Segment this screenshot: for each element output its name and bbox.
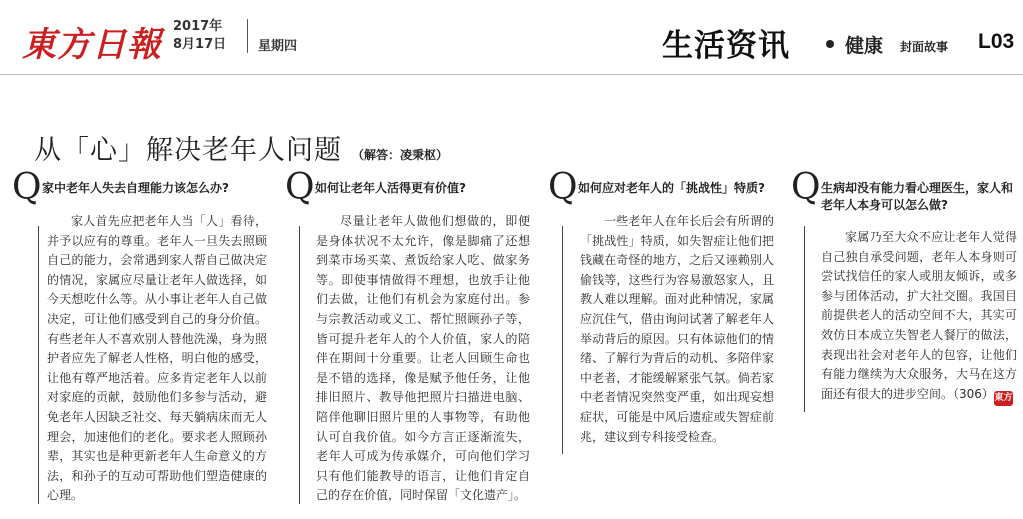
column-rule — [299, 226, 300, 504]
date-divider — [247, 19, 248, 53]
section-bullet — [826, 40, 834, 48]
q-mark: Q — [12, 167, 42, 208]
newspaper-logo: 東方日報 — [22, 25, 162, 65]
issue-date — [173, 18, 226, 54]
article-byline: （解答：凌秉枢） — [352, 148, 449, 162]
answer-text: 家人首先应把老年人当「人」看待，并予以应有的尊重。老年人一旦失去照顾自己的能力，会常遇到家人帮自己做决定的情况，家属应尽量让老年人做选择，如今天想吃什么等。从小事让老年人自己做决定，可让他们感受到自己的身分价值。有些老年人不喜欢别人替他洗澡，身为照护者应先了解老人性格，明白他的感受，让他有尊严地活着。应多肯定老年人以前对家庭的贡献，鼓励他们多参与活动，避免老年人因缺乏社交、每天躺病床而无人理会，加速他们的老化。要求老人照顾孙辈，其实也是种更新老年人生命意义的方法，和孙子的互动可帮助他们塑造健康的心理。 — [47, 214, 267, 503]
column-rule — [562, 226, 563, 454]
answer-text: 家属乃至大众不应让老年人觉得自己独自承受问题，老年人本身则可尝试找信任的家人或朋友倾诉，或多参与团体活动，扩大社交圈。我国目前提供老人的活动空间不大，其实可效仿日本成立失智老人餐厅的做法，表现出社会对老年人的包容，让他们有能力继续为大众服务，大马在这方面还有很大的进步空间。（306） — [821, 230, 1017, 401]
article-title: 从「心」解决老年人问题 — [34, 135, 342, 166]
section-tag: 封面故事 — [900, 40, 949, 54]
newspaper-stamp-icon: 東方 — [994, 391, 1013, 406]
question-text: 如何让老年人活得更有价值? — [315, 181, 466, 195]
subsection-title: 健康 — [845, 35, 884, 57]
answer-text: 一些老年人在年长后会有所谓的「挑战性」特质，如失智症让他们把钱藏在奇怪的地方，之后又诬赖别人偷钱等，这些行为容易激怒家人，且教人难以理解。面对此种情况，家属应沉住气，借由询问试著了解老年人举动背后的原因。只有体谅他们的情绪、了解行为背后的动机、多陪伴家中老者，才能缓解紧张气氛。倘若家中老者情况突然变严重，如出现妄想症状，可能是中风后遗症或失智症前兆，建议到专科接受检查。 — [580, 214, 774, 444]
section-title: 生活资讯 — [662, 28, 790, 64]
q-mark: Q — [791, 167, 821, 208]
question-text: 如何应对老年人的「挑战性」特质? — [578, 181, 765, 195]
masthead — [0, 0, 1023, 75]
answer-text: 尽量让老年人做他们想做的，即便是身体状况不太允许，像是脚痛了还想到菜市场买菜、煮饭给家人吃、做家务等。即使事情做得不理想，也放手让他们去做，让他们有机会为家庭付出。参与宗教活动或义工、帮忙照顾孙子等，皆可提升老年人的个人价值，家人的陪伴在期间十分重要。让老人回顾生命也是不错的选择，像是赋予他任务，让他排旧照片、教导他把照片扫描进电脑、陪伴他聊旧照片里的人事物等，有助他认可自我价值。如今方言正逐渐流失，老年人可成为传承媒介，可向他们学习只有他们能教导的语言，让他们肯定自己的存在价值，同时保留「文化遗产」。 — [316, 214, 530, 503]
masthead-rule — [0, 74, 1023, 75]
column-rule — [804, 226, 805, 412]
page-number: L03 — [978, 30, 1015, 53]
q-mark: Q — [285, 167, 315, 208]
column-rule — [38, 226, 39, 504]
issue-year: 2017年 — [173, 19, 223, 34]
issue-month-day: 8月17日 — [173, 37, 227, 52]
question-text: 生病却没有能力看心理医生，家人和老年人本身可以怎么做? — [821, 181, 1014, 212]
q-mark: Q — [548, 167, 578, 208]
answer-block — [821, 228, 1017, 406]
issue-weekday: 星期四 — [258, 39, 298, 54]
question-text: 家中老年人失去自理能力该怎么办? — [42, 181, 229, 195]
